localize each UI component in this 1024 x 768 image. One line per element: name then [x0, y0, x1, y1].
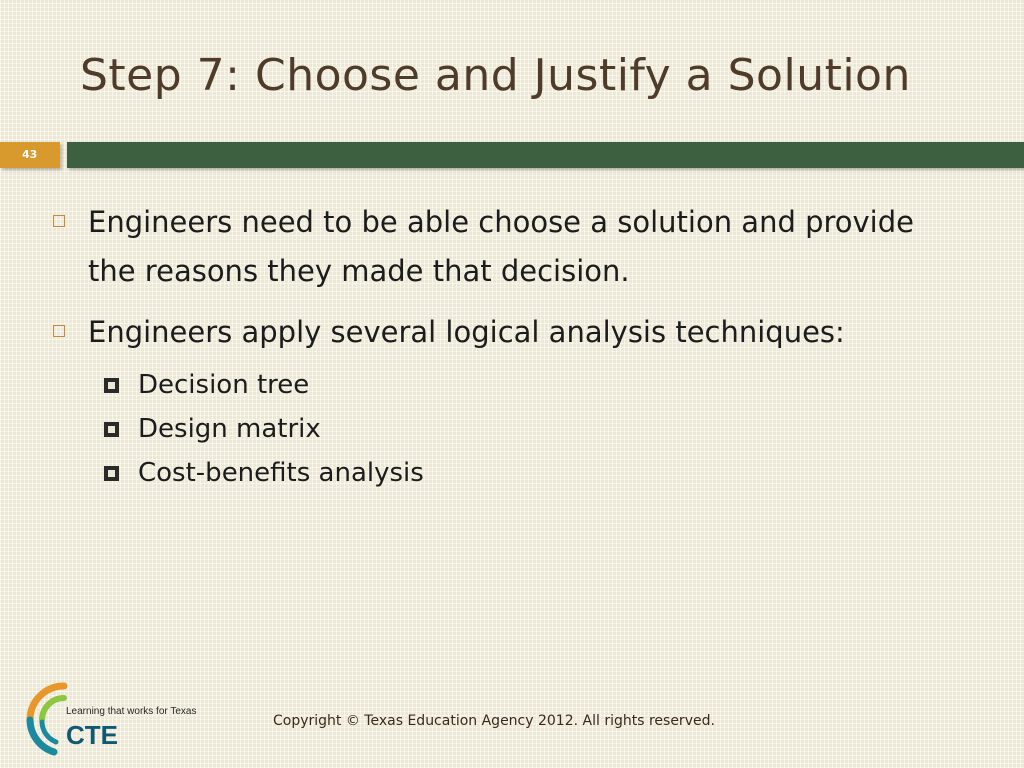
hollow-square-bullet-icon	[53, 325, 65, 337]
logo-tagline: Learning that works for Texas	[66, 706, 197, 717]
sub-bullet-item	[50, 363, 950, 407]
sub-bullet-text: Decision tree	[138, 370, 310, 400]
slide-title: Step 7: Choose and Justify a Solution	[80, 50, 911, 101]
logo-arc-teal-inner	[42, 722, 56, 742]
bullet-item	[50, 198, 950, 296]
sub-bullet-item	[50, 451, 950, 495]
logo-arc-green	[42, 698, 64, 720]
slide-number: 43	[0, 142, 60, 168]
square-bullet-icon	[104, 466, 119, 481]
sub-bullet-text: Cost-benefits analysis	[138, 458, 424, 488]
logo-text: CTE	[66, 720, 118, 750]
bullet-text: Engineers need to be able choose a solution and provide the reasons they made that decision.	[88, 205, 914, 288]
sub-bullet-item	[50, 407, 950, 451]
bullet-list	[50, 198, 950, 495]
header-bar	[67, 142, 1024, 168]
square-bullet-icon	[104, 422, 119, 437]
sub-bullet-text: Design matrix	[138, 414, 321, 444]
bullet-item	[50, 308, 950, 357]
square-bullet-icon	[104, 378, 119, 393]
bullet-text: Engineers apply several logical analysis techniques:	[88, 315, 845, 349]
hollow-square-bullet-icon	[53, 215, 65, 227]
cte-logo	[24, 678, 224, 756]
sub-bullet-list	[50, 363, 950, 495]
copyright-notice: Copyright © Texas Education Agency 2012. All rights reserved.	[273, 713, 715, 729]
